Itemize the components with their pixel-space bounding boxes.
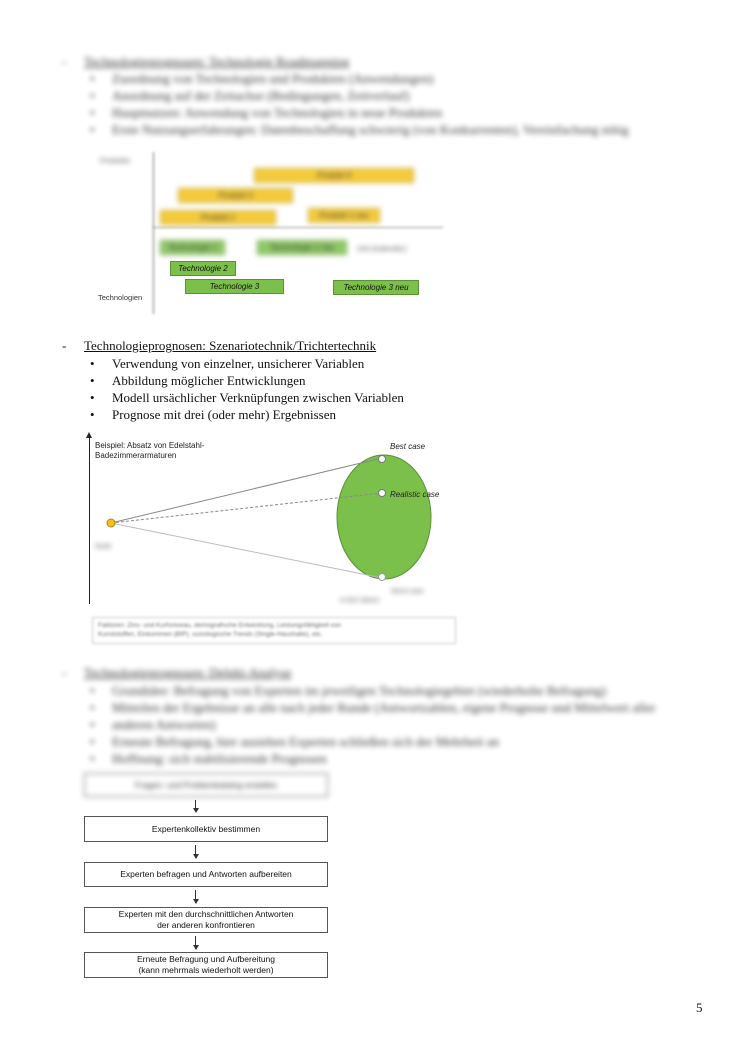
- list-item: • Hauptnutzen: Anwendung von Technologien in neue Produkten: [90, 104, 628, 121]
- realistic-case-point: [379, 490, 386, 497]
- list-item: • Modell ursächlicher Verknüpfungen zwischen Variablen: [90, 389, 404, 406]
- product-bar: Produkt 1 neu: [308, 208, 380, 223]
- in-years-label: in fünf Jahren: [340, 597, 380, 604]
- list-item: • Erneute Befragung, hier ausiehen Experten schließen sich der Mehrheit an: [90, 733, 655, 750]
- flow-step: Fragen- und Problemkatalog erstellen: [84, 773, 328, 797]
- bullet-list: [90, 682, 655, 767]
- worst-case-label: Worst case: [391, 588, 424, 595]
- flow-arrow: [195, 800, 196, 812]
- product-bar: Produkt 1: [160, 210, 276, 225]
- section-heading: - Technologieprognosen: Szenariotechnik/Trichtertechnik: [62, 338, 377, 353]
- technology-bar: Technologie 2: [170, 261, 236, 276]
- section-heading: - Technologieprognosen: Technologie Roadmapping: [62, 54, 350, 69]
- flow-arrow: [195, 845, 196, 858]
- list-item: • Mitteilen der Ergebnisse an alle nach jeder Runde (Antwortzahlen, eigene Prognose und Mittelwert aller: [90, 699, 655, 716]
- list-item: • Hoffnung: sich stabilisierende Prognosen: [90, 750, 655, 767]
- funnel-outcome-ellipse: [337, 455, 431, 579]
- worst-case-point: [379, 574, 386, 581]
- technology-bar: Technologie 1 neu: [257, 240, 347, 255]
- realistic-case-label: Realistic case: [390, 490, 440, 499]
- list-item: • Grundidee: Befragung von Experten im jeweiligen Technologiegebiet (wiederholte Befragung): [90, 682, 655, 699]
- technology-bar: Technologie 1: [160, 240, 225, 255]
- flow-step: Experten mit den durchschnittlichen Antworten der anderen konfrontieren: [84, 907, 328, 933]
- flow-arrow: [195, 936, 196, 949]
- list-item: • Anordnung auf der Zeitachse (Bedingungen, Zeitverlauf): [90, 87, 628, 104]
- label-products: Produkte: [100, 156, 131, 165]
- flow-arrow: [195, 890, 196, 903]
- product-bar: Produkt 4: [254, 168, 414, 183]
- funnel-example-subtitle: Badezimmerarmaturen: [95, 451, 177, 460]
- technology-bar: Technologie 3: [185, 279, 284, 294]
- best-case-label: Best case: [390, 442, 426, 451]
- section-heading: - Technologieprognosen: Delphi-Analyse: [62, 665, 292, 680]
- list-item: • Zuordnung von Technologien und Produkten (Anwendungen): [90, 70, 628, 87]
- label-technologies: Technologien: [98, 293, 143, 302]
- technology-bar: Technologie 3 neu: [333, 280, 419, 295]
- flow-step: Experten befragen und Antworten aufbereiten: [84, 862, 328, 887]
- page-number: 5: [696, 1000, 703, 1015]
- flow-step: Expertenkollektiv bestimmen: [84, 816, 328, 842]
- list-item: • Prognose mit drei (oder mehr) Ergebnissen: [90, 406, 404, 423]
- funnel-factors-note: Faktoren: Zins- und Kurfsniveau, demografische Entwicklung, Leistungsfähigkeit von Kunststoffen, Einkommen (BIP), soziologische Trends (Single-Haushalte), etc.: [92, 617, 456, 644]
- label-time: Zeit (Kalender): [357, 244, 407, 253]
- list-item: • Verwendung von einzelner, unsicherer Variablen: [90, 355, 404, 372]
- list-item: • Erste Nutzungserfahrungen: Datenbeschaffung schwierig (von Konkurrenten), Vereinfachung nötig: [90, 121, 628, 138]
- origin-point: [107, 519, 115, 527]
- best-case-point: [379, 456, 386, 463]
- funnel-example-title: Beispiel: Absatz von Edelstahl-: [95, 441, 205, 450]
- list-item: • anderen Antworten): [90, 716, 655, 733]
- flow-step: Erneute Befragung und Aufbereitung (kann mehrmals wiederholt werden): [84, 952, 328, 978]
- today-label: heute: [95, 543, 112, 550]
- list-item: • Abbildung möglicher Entwicklungen: [90, 372, 404, 389]
- product-bar: Produkt 3: [178, 188, 293, 203]
